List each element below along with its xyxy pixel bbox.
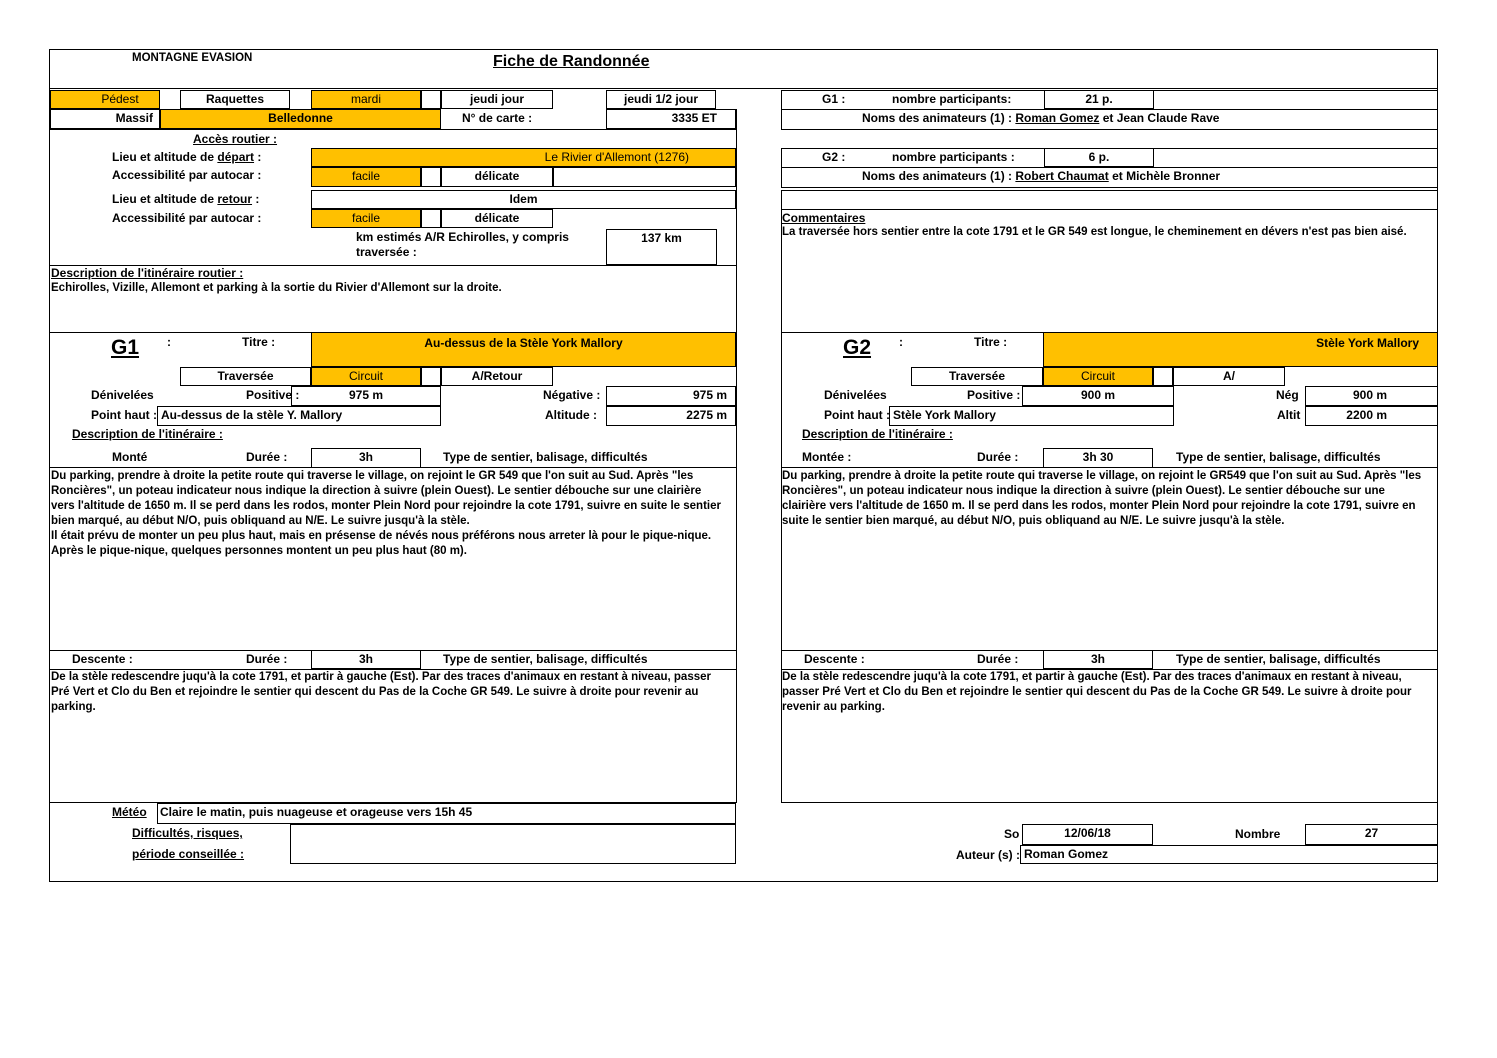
option-jeudi-jour: jeudi jour bbox=[441, 90, 553, 109]
g2-altitude-label: Altit bbox=[1277, 408, 1301, 422]
g1-descente-text: De la stèle redescendre juqu'à la cote 1791, et partir à gauche (Est). Par des traces d'animaux en restant à niveau, passer Pré Vert et Clo du Ben et rejoindre le sentier qui descent du Pas de la Coche GR 549. Le suivre à droite pour revenir au parking. bbox=[51, 671, 711, 713]
carte-value: 3335 ET bbox=[606, 109, 736, 129]
g2-altitude-value: 2200 m bbox=[1305, 406, 1438, 426]
depart-label: Lieu et altitude de départ : bbox=[112, 150, 262, 164]
g2-animateurs: Noms des animateurs (1) : Robert Chaumat et Michèle Bronner bbox=[862, 169, 1221, 183]
g1-part-label: G1 : bbox=[822, 92, 846, 106]
nombre-value: 27 bbox=[1305, 824, 1438, 845]
g1-altitude-value: 2275 m bbox=[606, 406, 736, 426]
g1-descente-type-label: Type de sentier, balisage, difficultés bbox=[443, 652, 648, 666]
retour-value: Idem bbox=[311, 190, 736, 209]
massif-value: Belledonne bbox=[160, 109, 441, 129]
auteur-label: Auteur (s) : bbox=[956, 848, 1020, 862]
autocar1-label: Accessibilité par autocar : bbox=[112, 168, 262, 182]
autocar2-label: Accessibilité par autocar : bbox=[112, 211, 262, 225]
g2-part-nb-label: nombre participants : bbox=[892, 150, 1015, 164]
retour-label: Lieu et altitude de retour : bbox=[112, 192, 260, 206]
g2-descente-duree: 3h bbox=[1043, 650, 1153, 669]
sortie-date: 12/06/18 bbox=[1022, 824, 1153, 845]
g2-descente-label: Descente : bbox=[804, 652, 865, 666]
g2-positive-value: 900 m bbox=[1022, 386, 1174, 406]
autocar1-delicate: délicate bbox=[441, 167, 553, 187]
g1-part-nb-label: nombre participants: bbox=[892, 92, 1012, 106]
option-day: mardi bbox=[311, 90, 421, 109]
commentaires-text: La traversée hors sentier entre la cote 1791 et le GR 549 est longue, le cheminement en dévers n'est pas bien aisé. bbox=[782, 226, 1407, 238]
option-box-empty bbox=[421, 90, 441, 109]
g1-point-haut-label: Point haut : bbox=[91, 408, 157, 422]
acces-title: Accès routier : bbox=[193, 132, 278, 146]
g1-duree-label: Durée : bbox=[246, 450, 288, 464]
g2-titre-label: Titre : bbox=[974, 335, 1008, 349]
difficultes-label2: période conseillée : bbox=[132, 847, 245, 861]
routier-title: Description de l'itinéraire routier : bbox=[51, 266, 244, 280]
option-pedest: Pédest bbox=[50, 90, 160, 109]
meteo-value: Claire le matin, puis nuageuse et orageuse vers 15h 45 bbox=[157, 803, 736, 824]
g1-point-haut-value: Au-dessus de la stèle Y. Mallory bbox=[157, 406, 441, 426]
autocar2-box bbox=[421, 209, 441, 228]
g2-part-nb-value: 6 p. bbox=[1044, 148, 1154, 167]
g1-circuit: Circuit bbox=[311, 367, 421, 386]
g1-descente-label: Descente : bbox=[72, 652, 133, 666]
g1-montee-text: Du parking, prendre à droite la petite route qui traverse le village, on rejoint le GR 549 que l'on suit au Sud. Après "les Roncières", un poteau indicateur nous indique la direction à suivre (plein Ouest). Le sentier débouche sur une clairière vers l'altitude de 1650 m. Il se perd dans les rodos, monter Plein Nord pour rejoindre la cote 1791, suivre en suite le sentier bien marqué, au début N/O, puis obliquand au N/E. Le suivre jusqu'à la stèle. Il était prévu de monter un peu plus haut, mais en présense de névés nous préférons nous arreter là pour le pique-nique. Après le pique-nique, quelques personnes montent un peu plus haut (80 m). bbox=[51, 470, 721, 557]
commentaires-title: Commentaires bbox=[782, 211, 866, 225]
auteur-value: Roman Gomez bbox=[1020, 845, 1438, 864]
option-jeudi-demi: jeudi 1/2 jour bbox=[606, 90, 716, 109]
carte-label: N° de carte : bbox=[462, 111, 533, 125]
sortie-label: So bbox=[1004, 827, 1020, 841]
autocar1-box2 bbox=[553, 167, 736, 187]
g1-negative-label: Négative : bbox=[543, 388, 601, 402]
g2-negative-value: 900 m bbox=[1305, 386, 1438, 406]
g1-deniveles: Dénivelées bbox=[91, 388, 154, 402]
g2-ar: A/ bbox=[1173, 367, 1285, 386]
g2-type-label: Type de sentier, balisage, difficultés bbox=[1176, 450, 1381, 464]
g1-colon: : bbox=[167, 335, 171, 349]
g1-positive-value: 975 m bbox=[291, 386, 441, 406]
g2-positive-label: Positive : bbox=[967, 388, 1021, 402]
meteo-label: Météo bbox=[112, 805, 147, 819]
g2-descente-text: De la stèle redescendre juqu'à la cote 1791, et partir à gauche (Est). Par des traces d'animaux en restant à niveau, passer Pré Vert et Clo du Ben et rejoindre le sentier qui descent du Pas de la Coche GR 549. Le suivre à droite pour revenir au parking. bbox=[782, 671, 1412, 713]
g1-traversee: Traversée bbox=[180, 367, 311, 386]
g2-descente-type-label: Type de sentier, balisage, difficultés bbox=[1176, 652, 1381, 666]
autocar2-delicate: délicate bbox=[441, 209, 553, 228]
difficultes-value bbox=[290, 824, 736, 864]
massif-label: Massif bbox=[50, 109, 160, 129]
g1-descente-duree-label: Durée : bbox=[246, 652, 288, 666]
g2-box bbox=[1153, 367, 1173, 386]
g2-part-label: G2 : bbox=[822, 150, 846, 164]
km-label: km estimés A/R Echirolles, y compris traversée : bbox=[356, 230, 569, 259]
autocar1-facile: facile bbox=[311, 167, 421, 187]
km-value: 137 km bbox=[606, 229, 717, 265]
org-name: MONTAGNE EVASION bbox=[132, 52, 253, 64]
routier-text: Echirolles, Vizille, Allemont et parking à la sortie du Rivier d'Allemont sur la droite. bbox=[51, 282, 502, 294]
g2-traversee: Traversée bbox=[911, 367, 1043, 386]
g2-colon: : bbox=[899, 335, 903, 349]
option-raquettes: Raquettes bbox=[180, 90, 290, 109]
g2-duree-label: Durée : bbox=[977, 450, 1019, 464]
g2-montee-text: Du parking, prendre à droite la petite route qui traverse le village, on rejoint le GR549 que l'on suit au Sud. Après "les Roncières", un poteau indicateur nous indique la direction à suivre (plein Ouest). Le sentier débouche sur une clairière vers l'altitude de 1650 m. Il se perd dans les rodos, monter Plein Nord pour rejoindre la cote 1791, suivre en suite le sentier bien marqué, au début N/O, puis obliquand au N/E. Le suivre jusqu'à la stèle. bbox=[782, 470, 1422, 527]
g1-part-nb-value: 21 p. bbox=[1044, 90, 1154, 109]
g1-box bbox=[421, 367, 441, 386]
g1-ar: A/Retour bbox=[441, 367, 553, 386]
g1-altitude-label: Altitude : bbox=[545, 408, 597, 422]
nombre-label: Nombre bbox=[1235, 827, 1281, 841]
g1-montee-label: Monté bbox=[112, 450, 148, 464]
page-title: Fiche de Randonnée bbox=[493, 53, 650, 70]
g2-negative-label: Nég bbox=[1276, 388, 1299, 402]
g1-titre-label: Titre : bbox=[242, 335, 276, 349]
autocar1-box bbox=[421, 167, 441, 187]
g1-type-label: Type de sentier, balisage, difficultés bbox=[443, 450, 648, 464]
g2-point-haut-label: Point haut : bbox=[824, 408, 890, 422]
g2-point-haut-value: Stèle York Mallory bbox=[889, 406, 1174, 426]
g1-descente-duree: 3h bbox=[311, 650, 421, 669]
g2-titre-value: Stèle York Mallory bbox=[1043, 332, 1438, 367]
g1-titre-value: Au-dessus de la Stèle York Mallory bbox=[311, 332, 736, 367]
g2-circuit: Circuit bbox=[1043, 367, 1153, 386]
g1-montee-duree: 3h bbox=[311, 448, 421, 468]
g2-montee-label: Montée : bbox=[802, 450, 852, 464]
g1-positive-label: Positive : bbox=[246, 388, 300, 402]
g2-desc-title: Description de l'itinéraire : bbox=[802, 427, 953, 441]
g1-negative-value: 975 m bbox=[606, 386, 736, 406]
g2-deniveles: Dénivelées bbox=[824, 388, 887, 402]
g2-name: G2 bbox=[843, 336, 872, 359]
difficultes-label1: Difficultés, risques, bbox=[132, 826, 243, 840]
depart-value: Le Rivier d'Allemont (1276) bbox=[311, 148, 736, 167]
g1-desc-title: Description de l'itinéraire : bbox=[72, 427, 223, 441]
g2-descente-duree-label: Durée : bbox=[977, 652, 1019, 666]
g1-animateurs: Noms des animateurs (1) : Roman Gomez et Jean Claude Rave bbox=[862, 111, 1220, 125]
g1-name: G1 bbox=[111, 336, 140, 359]
autocar2-facile: facile bbox=[311, 209, 421, 228]
g2-montee-duree: 3h 30 bbox=[1043, 448, 1153, 468]
